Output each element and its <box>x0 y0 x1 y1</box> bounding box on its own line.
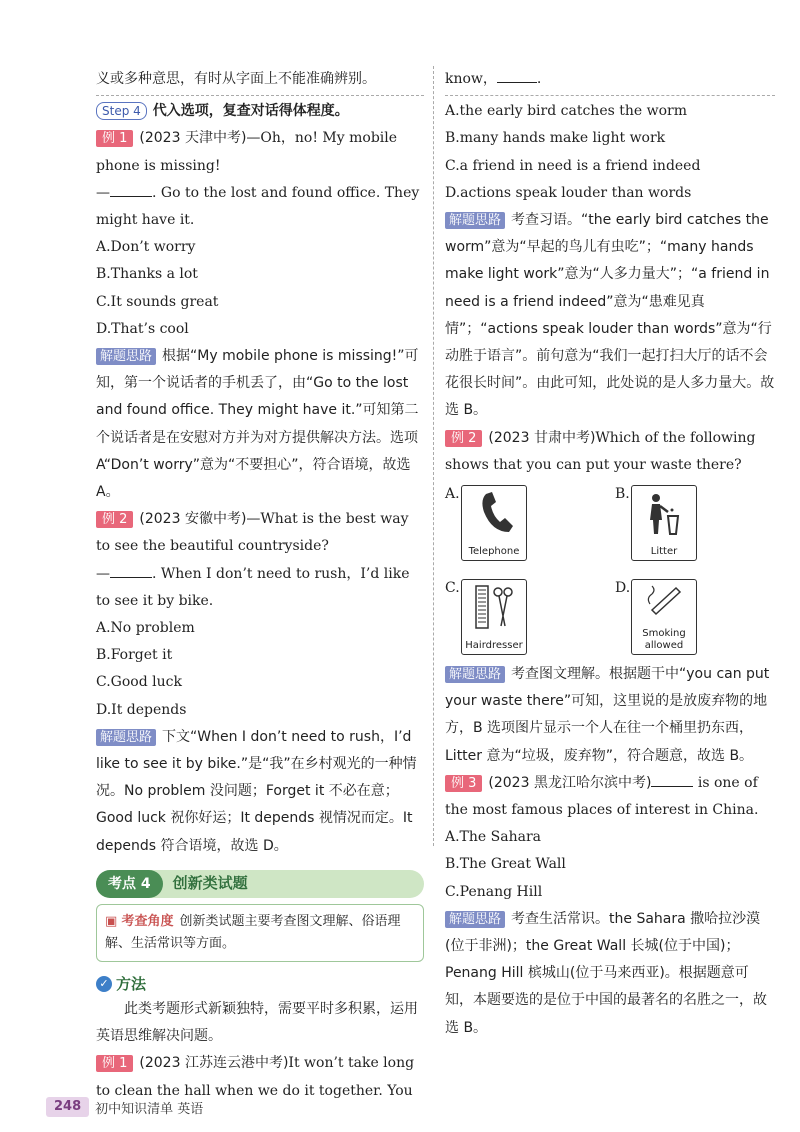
example1-line1: —Oh，no! My mobile phone is missing! <box>96 130 398 174</box>
example5-option: A.The Sahara <box>445 829 541 846</box>
example2-tag: 例 2 <box>96 511 133 528</box>
step4-badge: Step 4 <box>96 102 147 120</box>
hairdresser-icon <box>462 580 526 634</box>
sign-option: A. Telephone <box>445 481 615 567</box>
topic-title: 创新类试题 <box>172 874 248 893</box>
sign-option: C. Hairdresser <box>445 575 615 661</box>
example3-analysis-text: 考查习语。“the early bird catches the worm”意为“早起的鸟儿有虫吃”；“many hands make light work”意为“人多力量大”；“a friend in need is a friend indeed”意为“患难见真情”；“actions speak louder than words”意为“行动胜于语言”。前句意为“我们一起打扫大厅的话不会花很长时间”。由此可知，此处说的是人多力量大。故选 B。 <box>445 212 775 419</box>
left-column <box>96 66 424 1105</box>
analysis-tag: 解题思路 <box>445 666 505 683</box>
example3-option: A.the early bird catches the worm <box>445 103 687 120</box>
intro-continuation: 义或多种意思，有时从字面上不能准确辨别。 <box>96 71 376 87</box>
example5-question <box>445 770 775 824</box>
example2-source: (2023 安徽中考) <box>139 511 247 528</box>
example2-line2: — . When I don’t need to rush，I’d like to see it by bike. <box>96 565 410 609</box>
topic-header <box>96 870 424 898</box>
step4-title: 代入选项，复查对话得体程度。 <box>152 103 349 120</box>
example5-analysis <box>445 906 775 1042</box>
example1-source: (2023 天津中考) <box>139 130 247 147</box>
example5-option: B.The Great Wall <box>445 856 566 873</box>
answer-blank <box>651 773 693 787</box>
example4-source: (2023 甘肃中考) <box>488 429 596 446</box>
example2-option: D.It depends <box>96 701 187 718</box>
example1-option: B.Thanks a lot <box>96 266 198 283</box>
bullet-icon: ▣ <box>105 913 118 929</box>
example2-line1: —What is the best way to see the beautiful countryside? <box>96 511 409 555</box>
example3-option: C.a friend in need is a friend indeed <box>445 157 701 174</box>
example1-option: C.It sounds great <box>96 293 219 310</box>
example5-text: is one of the most famous places of interest in China. <box>445 774 759 819</box>
example4-text: Which of the following shows that you can put your waste there? <box>445 429 756 473</box>
example3-option: B.many hands make light work <box>445 130 666 147</box>
answer-blank <box>110 564 152 578</box>
example5-option: C.Penang Hill <box>445 883 543 900</box>
example5-source: (2023 黑龙江哈尔滨中考) <box>488 774 652 791</box>
example2-option: A.No problem <box>96 620 195 637</box>
example2-option: C.Good luck <box>96 674 182 691</box>
example1-tag: 例 1 <box>96 130 133 147</box>
example3-tag: 例 1 <box>96 1055 133 1072</box>
example1-analysis <box>96 343 424 506</box>
example2-option: B.Forget it <box>96 647 173 664</box>
answer-blank <box>110 183 152 197</box>
example4-analysis <box>445 661 775 770</box>
method-text: 此类考题形式新颖独特，需要平时多积累，运用英语思维解决问题。 <box>96 1000 418 1045</box>
example1-question <box>96 125 424 179</box>
section-divider <box>96 95 424 96</box>
exam-angle-box <box>96 904 424 962</box>
example4-question <box>445 425 775 479</box>
example2-analysis-text: 下文“When I don’t need to rush，I’d like to see it by bike.”是“我”在乡村观光的一种情况。No problem 没问题；Forget it 不必在意；Good luck 祝你好运；It depends 视情况而定。It depends 符合语境，故选 D。 <box>96 728 417 854</box>
section-divider <box>445 95 775 96</box>
example3-line: It won’t take long to clean the hall when we do it together. You <box>96 1055 415 1099</box>
sign-options <box>445 481 775 661</box>
method-heading: ✓ 方法 <box>96 972 424 996</box>
exam-angle-text: 创新类试题主要考查图文理解、俗语理解、生活常识等方面。 <box>105 913 401 951</box>
answer-blank <box>497 69 537 83</box>
example3-continuation: know， . <box>445 71 542 87</box>
example1-line2: — . Go to the lost and found office. They might have it. <box>96 184 420 229</box>
example1-option: D.That’s cool <box>96 320 189 337</box>
example2-question <box>96 506 424 560</box>
example4-analysis-text: 考查图文理解。根据题干中“you can put your waste there”可知，这里说的是放废弃物的地方，B 选项图片显示一个人在往一个桶里扔东西，Litter 意为“垃圾，废弃物”，符合题意，故选 B。 <box>445 666 770 764</box>
example5-analysis-text: 考查生活常识。the Sahara 撒哈拉沙漠(位于非洲)；the Great Wall 长城(位于中国)；Penang Hill 槟城山(位于马来西亚)。根据题意可知，本题要选的是位于中国的最著名的名胜之一，故选 B。 <box>445 910 767 1036</box>
check-icon: ✓ <box>96 976 112 992</box>
book-title: 初中知识清单 英语 <box>95 1101 204 1117</box>
telephone-icon <box>462 486 526 540</box>
smoking-icon <box>632 580 696 622</box>
sign-option: D. Smoking allowed <box>615 575 785 661</box>
column-divider <box>433 66 434 846</box>
analysis-tag: 解题思路 <box>96 729 156 746</box>
step4-line <box>96 98 424 125</box>
example2-analysis <box>96 724 424 860</box>
analysis-tag: 解题思路 <box>445 212 505 229</box>
right-column <box>445 66 775 1042</box>
example3-source: (2023 江苏连云港中考) <box>139 1055 289 1072</box>
analysis-tag: 解题思路 <box>445 911 505 928</box>
example5-tag: 例 3 <box>445 775 482 792</box>
example4-tag: 例 2 <box>445 430 482 447</box>
exam-angle-label: 考查角度 <box>121 913 174 929</box>
example1-option: A.Don’t worry <box>96 239 196 256</box>
litter-icon <box>632 486 696 540</box>
example1-analysis-text: 根据“My mobile phone is missing!”可知，第一个说话者的手机丢了，由“Go to the lost and found office. They might have it.”可知第二个说话者是在安慰对方并为对方提供解决方法。选项 A“Don’t worry”意为“不要担心”，符合语境，故选 A。 <box>96 348 419 501</box>
page-number: 248 <box>46 1097 89 1117</box>
example3-option: D.actions speak louder than words <box>445 184 692 201</box>
analysis-tag: 解题思路 <box>96 348 156 365</box>
topic-badge: 考点 4 <box>96 870 163 898</box>
page-footer <box>46 1096 203 1118</box>
sign-option: B. Litter <box>615 481 785 567</box>
example3-analysis <box>445 207 775 425</box>
